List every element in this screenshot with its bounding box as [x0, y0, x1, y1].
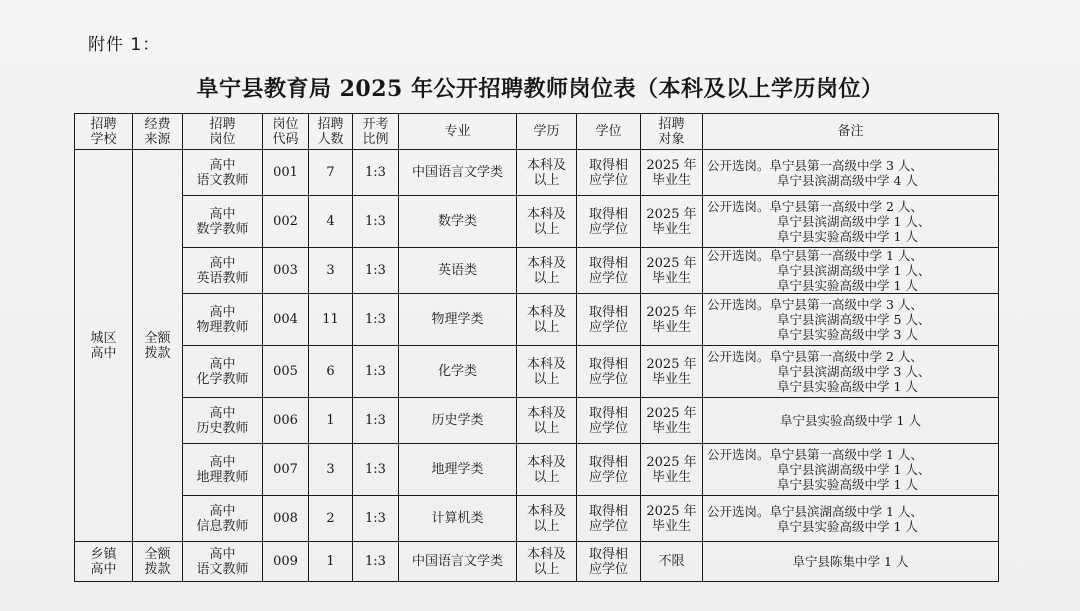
- post-cell: 高中 数学教师: [183, 196, 263, 248]
- post-cell: 高中 化学教师: [183, 346, 263, 398]
- code-cell: 005: [263, 346, 309, 398]
- note-line: [707, 364, 998, 379]
- note-text: 阜宁县滨湖高级中学 3 人、: [777, 364, 931, 379]
- degree-cell: 取得相 应学位: [577, 150, 641, 196]
- note-line: [707, 158, 998, 173]
- education-cell: 本科及 以上: [517, 542, 577, 582]
- table-body: [75, 150, 999, 582]
- education-cell: 本科及 以上: [517, 398, 577, 444]
- education-cell: 本科及 以上: [517, 496, 577, 542]
- education-cell: 本科及 以上: [517, 196, 577, 248]
- school-cell: 城区 高中: [75, 150, 133, 542]
- post-cell: 高中 物理教师: [183, 294, 263, 346]
- code-cell: 006: [263, 398, 309, 444]
- table-header-row: [75, 114, 999, 150]
- note-text: 阜宁县实验高级中学 3 人: [777, 327, 918, 342]
- note-line: [707, 199, 998, 214]
- code-cell: 002: [263, 196, 309, 248]
- target-cell: 2025 年 毕业生: [641, 398, 703, 444]
- major-cell: 数学类: [399, 196, 517, 248]
- degree-cell: 取得相 应学位: [577, 346, 641, 398]
- code-cell: 001: [263, 150, 309, 196]
- ratio-cell: 1:3: [353, 542, 399, 582]
- note-text: 公开选岗。阜宁县第一高级中学 2 人、: [707, 349, 923, 364]
- note-text: 阜宁县滨湖高级中学 4 人: [777, 172, 918, 188]
- note-text: 阜宁县实验高级中学 1 人: [777, 379, 918, 394]
- table-row: [75, 542, 999, 582]
- funding-cell: 全额 拨款: [133, 150, 183, 542]
- degree-cell: 取得相 应学位: [577, 248, 641, 294]
- target-cell: 2025 年 毕业生: [641, 496, 703, 542]
- table-row: [75, 248, 999, 294]
- target-cell: 不限: [641, 542, 703, 582]
- note-line: [707, 248, 998, 263]
- note-text: 阜宁县实验高级中学 1 人: [777, 229, 918, 244]
- count-cell: 2: [309, 496, 353, 542]
- code-cell: 007: [263, 444, 309, 496]
- table-row: [75, 294, 999, 346]
- notes-cell: [703, 398, 999, 444]
- note-line: [707, 278, 998, 293]
- note-text: 阜宁县实验高级中学 1 人: [777, 518, 918, 534]
- notes-cell: [703, 150, 999, 196]
- post-cell: 高中 语文教师: [183, 542, 263, 582]
- target-cell: 2025 年 毕业生: [641, 346, 703, 398]
- note-text: 公开选岗。阜宁县第一高级中学 2 人、: [707, 199, 923, 214]
- education-cell: 本科及 以上: [517, 150, 577, 196]
- school-cell: 乡镇 高中: [75, 542, 133, 582]
- note-text: 阜宁县滨湖高级中学 5 人、: [777, 312, 931, 327]
- code-cell: 004: [263, 294, 309, 346]
- note-text: 阜宁县陈集中学 1 人: [792, 554, 909, 569]
- education-cell: 本科及 以上: [517, 346, 577, 398]
- count-cell: 4: [309, 196, 353, 248]
- code-cell: 008: [263, 496, 309, 542]
- table-row: [75, 444, 999, 496]
- degree-cell: 取得相 应学位: [577, 542, 641, 582]
- note-line: [707, 477, 998, 492]
- ratio-cell: 1:3: [353, 398, 399, 444]
- header-target: 招聘 对象: [641, 114, 703, 150]
- note-line: [707, 379, 998, 394]
- funding-cell: 全额 拨款: [133, 542, 183, 582]
- note-text: 阜宁县实验高级中学 1 人: [777, 278, 918, 293]
- count-cell: 3: [309, 444, 353, 496]
- note-text: 阜宁县滨湖高级中学 1 人、: [777, 462, 931, 477]
- header-ratio: 开考 比例: [353, 114, 399, 150]
- degree-cell: 取得相 应学位: [577, 398, 641, 444]
- major-cell: 物理学类: [399, 294, 517, 346]
- notes-cell: [703, 248, 999, 294]
- note-text: 阜宁县滨湖高级中学 1 人、: [777, 214, 931, 229]
- note-text: 公开选岗。阜宁县第一高级中学 3 人、: [707, 157, 923, 173]
- note-line: [707, 297, 998, 312]
- table-row: [75, 496, 999, 542]
- note-line: [707, 349, 998, 364]
- header-funding: 经费 来源: [133, 114, 183, 150]
- post-cell: 高中 信息教师: [183, 496, 263, 542]
- degree-cell: 取得相 应学位: [577, 496, 641, 542]
- note-line: [707, 263, 998, 278]
- notes-cell: [703, 444, 999, 496]
- ratio-cell: 1:3: [353, 248, 399, 294]
- education-cell: 本科及 以上: [517, 294, 577, 346]
- post-cell: 高中 地理教师: [183, 444, 263, 496]
- ratio-cell: 1:3: [353, 346, 399, 398]
- count-cell: 1: [309, 542, 353, 582]
- major-cell: 中国语言文学类: [399, 150, 517, 196]
- count-cell: 3: [309, 248, 353, 294]
- target-cell: 2025 年 毕业生: [641, 294, 703, 346]
- note-line: [707, 312, 998, 327]
- notes-cell: [703, 346, 999, 398]
- count-cell: 6: [309, 346, 353, 398]
- note-text: 公开选岗。阜宁县第一高级中学 3 人、: [707, 297, 923, 312]
- count-cell: 11: [309, 294, 353, 346]
- notes-cell: [703, 196, 999, 248]
- note-line: [707, 173, 998, 188]
- post-cell: 高中 语文教师: [183, 150, 263, 196]
- education-cell: 本科及 以上: [517, 444, 577, 496]
- post-cell: 高中 英语教师: [183, 248, 263, 294]
- note-line: [707, 504, 998, 519]
- code-cell: 003: [263, 248, 309, 294]
- education-cell: 本科及 以上: [517, 248, 577, 294]
- major-cell: 英语类: [399, 248, 517, 294]
- ratio-cell: 1:3: [353, 150, 399, 196]
- major-cell: 化学类: [399, 346, 517, 398]
- note-line: [707, 447, 998, 462]
- degree-cell: 取得相 应学位: [577, 196, 641, 248]
- target-cell: 2025 年 毕业生: [641, 150, 703, 196]
- degree-cell: 取得相 应学位: [577, 444, 641, 496]
- note-text: 公开选岗。阜宁县第一高级中学 1 人、: [707, 447, 923, 462]
- ratio-cell: 1:3: [353, 444, 399, 496]
- notes-cell: [703, 496, 999, 542]
- note-line: [703, 554, 998, 569]
- note-line: [707, 214, 998, 229]
- header-school: 招聘 学校: [75, 114, 133, 150]
- document-title: 阜宁县教育局 2025 年公开招聘教师岗位表（本科及以上学历岗位）: [196, 76, 884, 102]
- table-row: [75, 150, 999, 196]
- notes-cell: [703, 542, 999, 582]
- ratio-cell: 1:3: [353, 294, 399, 346]
- degree-cell: 取得相 应学位: [577, 294, 641, 346]
- table-row: [75, 346, 999, 398]
- note-text: 公开选岗。阜宁县滨湖高级中学 1 人、: [707, 503, 923, 519]
- major-cell: 计算机类: [399, 496, 517, 542]
- header-degree: 学位: [577, 114, 641, 150]
- job-positions-table: [74, 113, 999, 582]
- note-line: [707, 229, 998, 244]
- target-cell: 2025 年 毕业生: [641, 444, 703, 496]
- note-line: [707, 519, 998, 534]
- note-text: 公开选岗。阜宁县第一高级中学 1 人、: [707, 248, 923, 263]
- note-line: [703, 413, 998, 428]
- attachment-label: 附件 1：: [88, 35, 161, 55]
- target-cell: 2025 年 毕业生: [641, 248, 703, 294]
- target-cell: 2025 年 毕业生: [641, 196, 703, 248]
- post-cell: 高中 历史教师: [183, 398, 263, 444]
- header-post: 招聘 岗位: [183, 114, 263, 150]
- code-cell: 009: [263, 542, 309, 582]
- table-row: [75, 196, 999, 248]
- count-cell: 7: [309, 150, 353, 196]
- note-text: 阜宁县滨湖高级中学 1 人、: [777, 263, 931, 278]
- note-line: [707, 462, 998, 477]
- major-cell: 地理学类: [399, 444, 517, 496]
- major-cell: 历史学类: [399, 398, 517, 444]
- header-notes: 备注: [703, 114, 999, 150]
- header-count: 招聘 人数: [309, 114, 353, 150]
- major-cell: 中国语言文学类: [399, 542, 517, 582]
- note-text: 阜宁县实验高级中学 1 人: [777, 477, 918, 492]
- note-line: [707, 327, 998, 342]
- ratio-cell: 1:3: [353, 496, 399, 542]
- header-major: 专业: [399, 114, 517, 150]
- table-row: [75, 398, 999, 444]
- count-cell: 1: [309, 398, 353, 444]
- header-education: 学历: [517, 114, 577, 150]
- header-code: 岗位 代码: [263, 114, 309, 150]
- note-text: 阜宁县实验高级中学 1 人: [780, 413, 921, 428]
- ratio-cell: 1:3: [353, 196, 399, 248]
- notes-cell: [703, 294, 999, 346]
